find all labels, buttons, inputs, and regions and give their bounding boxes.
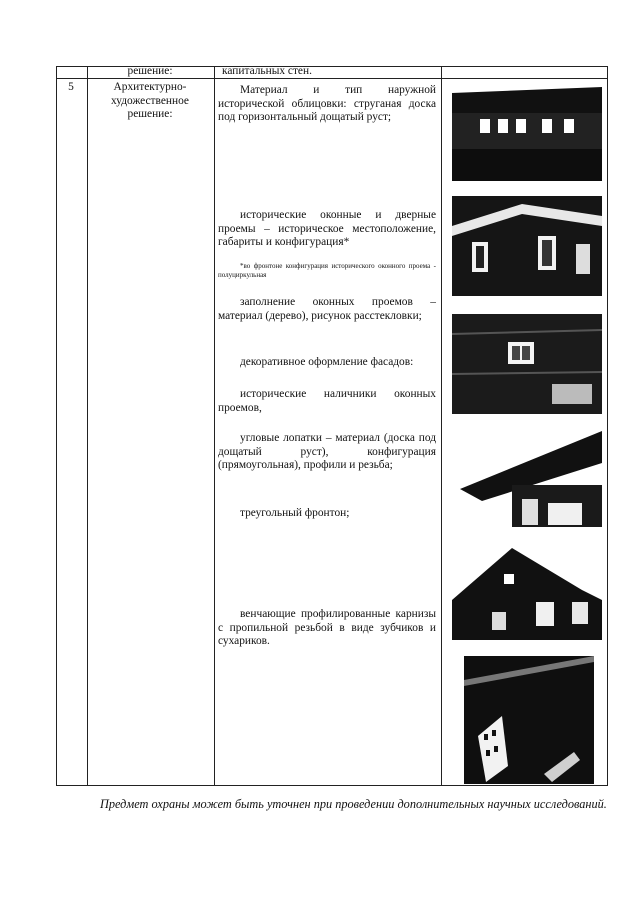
footer-note: Предмет охраны может быть уточнен при проведении дополнительных научных исследований.	[100, 797, 607, 811]
item-openings: исторические оконные и дверные проемы – историческое местоположение, габариты и конфигурация*	[218, 209, 436, 249]
col-line-3	[441, 66, 442, 786]
item-pediment: треугольный фронтон;	[240, 507, 350, 519]
photo-corner-eaves	[452, 429, 602, 527]
item-openings-footnote: *во фронтоне конфигурация исторического оконного проема - полуциркульная	[218, 262, 436, 279]
photo-windows-door	[452, 196, 602, 296]
col-line-2	[214, 66, 215, 786]
item-facade-decoration: декоративное оформление фасадов:	[240, 356, 414, 368]
table-border-bottom	[56, 785, 608, 786]
row-number: 5	[68, 81, 74, 93]
col-line-0	[56, 66, 57, 786]
item-window-filling: заполнение оконных проемов – материал (дерево), рисунок расстекловки;	[218, 296, 436, 322]
item-cornices: венчающие профилированные карнизы с пропильной резьбой в виде зубчиков и сухариков.	[218, 608, 436, 648]
item-window-casings: исторические наличники оконных проемов,	[218, 388, 436, 414]
col-line-4	[607, 66, 608, 786]
top-row-name: решение:	[127, 65, 173, 77]
item-corner-boards: угловые лопатки – материал (доска под дощатый руст), конфигурация (прямоугольная), профили и резьба;	[218, 432, 436, 472]
photo-window-filling	[452, 314, 602, 414]
protection-table	[56, 66, 608, 786]
photo-gable-pediment	[452, 540, 602, 640]
photo-carved-cornice	[464, 656, 594, 784]
col-line-1	[87, 66, 88, 786]
photo-house-facade	[452, 79, 602, 181]
row-name: Архитектурно-художественное решение:	[111, 81, 189, 121]
item-cladding: Материал и тип наружной исторической облицовки: струганая доска под горизонтальный дощатый руст;	[218, 84, 436, 124]
top-row-description: капитальных стен.	[222, 65, 312, 77]
